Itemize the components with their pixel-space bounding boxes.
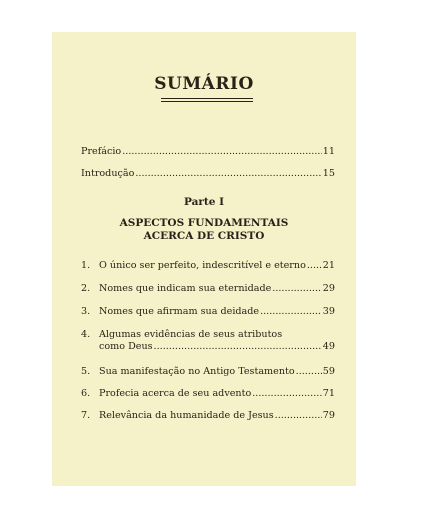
chapter-page: 29: [322, 283, 335, 294]
chapter-page: 49: [322, 341, 335, 352]
chapter-number: 5.: [81, 366, 91, 377]
dot-leader: [135, 168, 321, 180]
dot-leader: [275, 410, 322, 422]
chapter-number: 3.: [81, 306, 91, 317]
dot-leader: [260, 306, 322, 318]
chapter-title: Relevância da humanidade de Jesus: [99, 410, 274, 421]
toc-entry-introducao: [81, 168, 335, 180]
chapter-title-line2: como Deus: [99, 341, 153, 352]
chapter-number: 7.: [81, 410, 91, 421]
chapter-page: 71: [322, 388, 335, 399]
toc-entry-page: 11: [322, 146, 335, 157]
part-heading-line2: ACERCA DE CRISTO: [143, 230, 265, 242]
chapter-title: Sua manifestação no Antigo Testamento: [99, 366, 295, 377]
chapter-page: 79: [322, 410, 335, 421]
chapter-title: Nomes que indicam sua eternidade: [99, 283, 272, 294]
chapter-title: Profecia acerca de seu advento: [99, 388, 252, 399]
toc-entry-page: 15: [322, 168, 335, 179]
dot-leader: [122, 146, 322, 158]
dot-leader: [252, 388, 322, 400]
page-title: SUMÁRIO: [154, 74, 254, 94]
dot-leader: [307, 260, 322, 272]
part-label: Parte I: [183, 196, 225, 208]
toc-entry-label: Introdução: [81, 168, 135, 179]
chapter-number: 2.: [81, 283, 91, 294]
chapter-title-line1: Algumas evidências de seus atributos: [99, 329, 283, 340]
chapter-number: 4.: [81, 329, 91, 340]
toc-entry-label: Prefácio: [81, 146, 122, 157]
part-heading: [52, 217, 356, 243]
part-heading-line1: ASPECTOS FUNDAMENTAIS: [119, 217, 289, 229]
title-underline-top: [161, 98, 253, 99]
dot-leader: [154, 341, 322, 353]
chapter-page: 21: [322, 260, 335, 271]
chapter-number: 1.: [81, 260, 91, 271]
chapter-page: 59: [322, 366, 335, 377]
dot-leader: [272, 283, 322, 295]
toc-entry-prefacio: [81, 146, 335, 158]
book-page: [52, 32, 356, 486]
chapter-title: Nomes que afirmam sua deidade: [99, 306, 260, 317]
chapter-page: 39: [322, 306, 335, 317]
chapter-title: O único ser perfeito, indescritível e eterno: [99, 260, 306, 271]
title-underline-bottom: [161, 101, 253, 102]
chapter-number: 6.: [81, 388, 91, 399]
dot-leader: [296, 366, 322, 378]
